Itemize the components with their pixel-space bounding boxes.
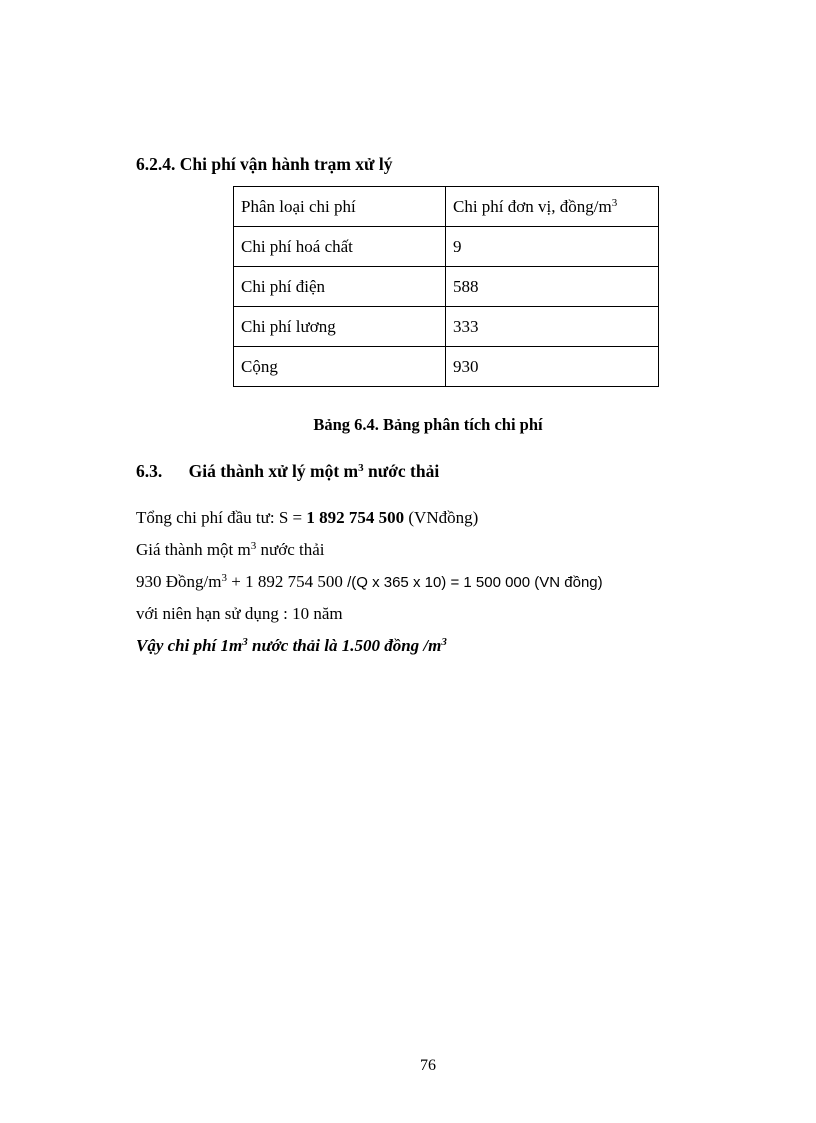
table-row	[234, 227, 659, 267]
conclusion-suffix: nước thải là 1.500 đồng /m	[247, 636, 442, 655]
table-row	[234, 307, 659, 347]
unit-cost-sup: 3	[611, 196, 618, 209]
table-cell-category: Chi phí điện	[234, 267, 446, 307]
table-row-total	[234, 347, 659, 387]
formula-sup: 3	[221, 572, 227, 584]
table-cell-category: Chi phí hoá chất	[234, 227, 446, 267]
table-cell-value: 930	[446, 347, 659, 387]
table-cell-category: Chi phí lương	[234, 307, 446, 347]
table-caption-text: Bảng 6.4. Bảng phân tích chi phí	[313, 415, 543, 434]
table-cell-value: 9	[446, 227, 659, 267]
conclusion-text: Vậy chi phí 1m	[136, 636, 243, 655]
lifetime-text: với niên hạn sử dụng : 10 năm	[136, 604, 343, 623]
section-heading-6-2-4	[136, 154, 393, 175]
cost-table	[233, 186, 659, 387]
unit-price-line	[136, 540, 324, 560]
formula-middle: + 1 892 754 500	[226, 572, 348, 591]
section-heading-text: 6.2.4. Chi phí vận hành trạm xử lý	[136, 154, 393, 174]
section-number: 6.3.	[136, 461, 163, 481]
page-number	[0, 1057, 816, 1075]
section-title: Giá thành xử lý một m	[188, 461, 359, 481]
investment-unit: (VNđồng)	[404, 508, 479, 527]
table-cell-value: 333	[446, 307, 659, 347]
formula-line	[136, 572, 603, 592]
table-header-row	[234, 187, 659, 227]
table-caption	[0, 415, 816, 435]
section-title-sup: 3	[358, 462, 364, 474]
investment-amount: 1 892 754 500	[306, 508, 405, 527]
table-header-unit-cost	[446, 187, 659, 227]
unit-price-sup: 3	[250, 540, 257, 552]
conclusion-line	[136, 636, 447, 656]
page-number-text: 76	[420, 1057, 436, 1074]
table-cell-category: Cộng	[234, 347, 446, 387]
formula-start: 930 Đồng/m	[136, 572, 222, 591]
investment-label: Tổng chi phí đầu tư: S =	[136, 508, 307, 527]
unit-price-label: Giá thành một m	[136, 540, 251, 559]
section-title-suffix: nước thải	[363, 461, 440, 481]
conclusion-sup: 3	[242, 636, 248, 648]
unit-price-suffix: nước thải	[256, 540, 325, 559]
formula-division: /(Q x 365 x 10) = 1 500 000 (VN đồng)	[347, 574, 603, 591]
lifetime-line	[136, 604, 343, 624]
unit-cost-label: Chi phí đơn vị, đồng/m	[453, 196, 612, 216]
investment-line	[136, 508, 478, 528]
conclusion-sup-2: 3	[441, 636, 447, 648]
table-header-category: Phân loại chi phí	[234, 187, 446, 227]
table-cell-value: 588	[446, 267, 659, 307]
table-row	[234, 267, 659, 307]
section-heading-6-3	[136, 461, 439, 482]
